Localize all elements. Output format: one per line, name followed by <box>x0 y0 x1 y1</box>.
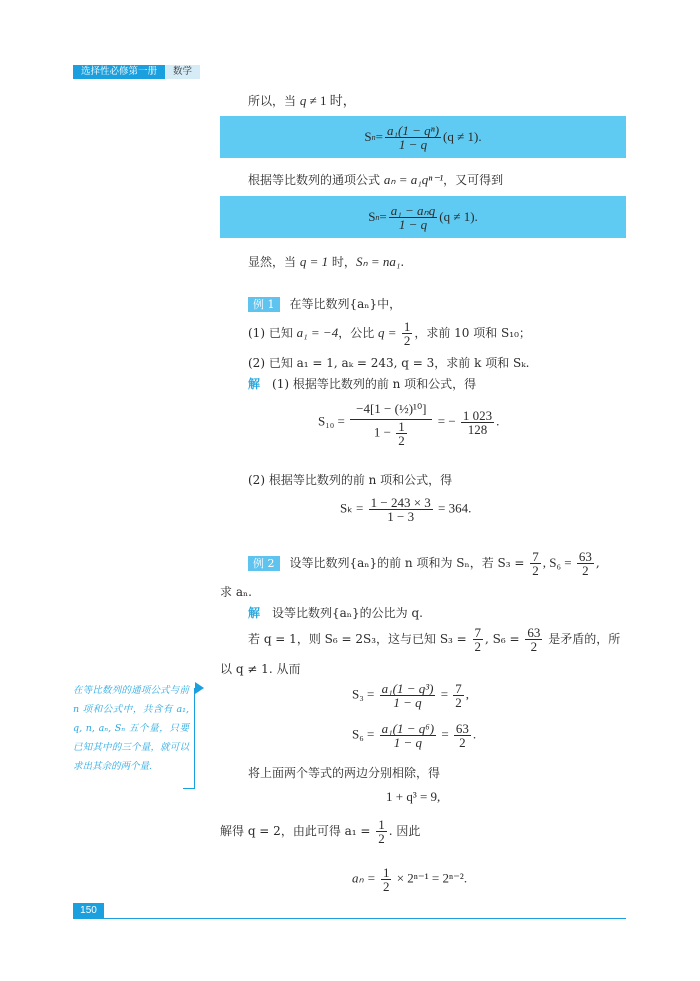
page-number: 150 <box>73 903 104 919</box>
book-title-tab: 选择性必修第一册 <box>73 65 165 79</box>
text-line: 显然，当 q = 1 时，Sₙ = na₁. <box>248 254 405 269</box>
example-1-part-1: (1) 已知 a₁ = −4，公比 q = $\frac{1}{2}$ ，求前 10 项和 S₁₀； <box>248 319 531 348</box>
side-note: 在等比数列的通项公式与前 n 项和公式中，共含有 a₁, q, n, aₙ, Sₙ 五个量，只要已知其中的三个量，就可以求出其余的两个量. <box>73 685 189 772</box>
text-line: 求 aₙ. <box>220 585 252 599</box>
text-line: 解得 q = 2，由此可得 a₁ = $\frac{1}{2}$ . 因此 <box>220 817 421 846</box>
example-2-heading: 例 2 设等比数列{aₙ}的前 n 项和为 Sₙ，若 S₃ = $\frac{7}{2}$ , S₆ = $\frac{63}{2}$ , <box>248 550 600 577</box>
example-1-heading: 例 1 在等比数列{aₙ}中， <box>248 295 401 312</box>
note-bracket-line <box>194 688 195 788</box>
formula-box-sum: S n = $\frac{\text{a₁(1 − qⁿ)}}{1 - q}$ (q ≠ 1). <box>220 116 626 158</box>
footer-rule <box>104 918 626 919</box>
text-line: 以 q ≠ 1. 从而 <box>220 662 301 676</box>
note-bracket-foot <box>183 788 195 789</box>
text-line: 根据等比数列的通项公式 aₙ = a₁qⁿ⁻¹，又可得到 <box>248 172 504 187</box>
formula-s10: S₁₀ = −4[1 − (½)¹⁰] 1 − $\frac{1}{2}$ = − $\frac{1 023}{128}$ . <box>318 398 499 447</box>
text-line: 所以，当 q ≠ 1 时， <box>248 93 356 108</box>
text-line: 将上面两个等式的两边分别相除，得 <box>248 766 441 780</box>
formula-s3: S₃ = $\frac{\text{a₁(1 − q³)}}{1 - q}$ = $\frac{7}{2}$ , <box>352 681 470 710</box>
text-line: 若 q = 1，则 S₆ = 2S₃，这与已知 S₃ = $\frac{7}{2}$ , S₆ = $\frac{63}{2}$ 是矛盾的，所 <box>248 625 621 654</box>
formula-sk: Sₖ = $\frac{1 - 243 \times 3}{1 - 3}$ = 364. <box>340 495 472 524</box>
example-badge: 例 1 <box>248 297 280 312</box>
formula-q-cubed: 1 + q³ = 9, <box>386 789 441 804</box>
note-arrow-icon <box>195 682 204 694</box>
solution-line: 解 (1) 根据等比数列的前 n 项和公式，得 <box>248 377 477 391</box>
example-badge: 例 2 <box>248 556 280 571</box>
formula-an: aₙ = $\frac{1}{2}$ × 2ⁿ⁻¹ = 2ⁿ⁻². <box>352 865 468 894</box>
subject-tab: 数学 <box>165 65 200 79</box>
solution-line: 解 设等比数列{aₙ}的公比为 q. <box>248 606 423 620</box>
formula-s6: S₆ = $\frac{\text{a₁(1 − q⁶)}}{1 - q}$ = $\frac{63}{2}$ . <box>352 721 477 750</box>
text-line: (2) 根据等比数列的前 n 项和公式，得 <box>248 473 453 487</box>
formula-box-sum-alt: S n = $\frac{\text{a₁ − aₙq}}{1 - q}$ (q ≠ 1). <box>220 196 626 238</box>
example-1-part-2: (2) 已知 a₁ = 1, aₖ = 243, q = 3，求前 k 项和 Sₖ. <box>248 356 530 370</box>
